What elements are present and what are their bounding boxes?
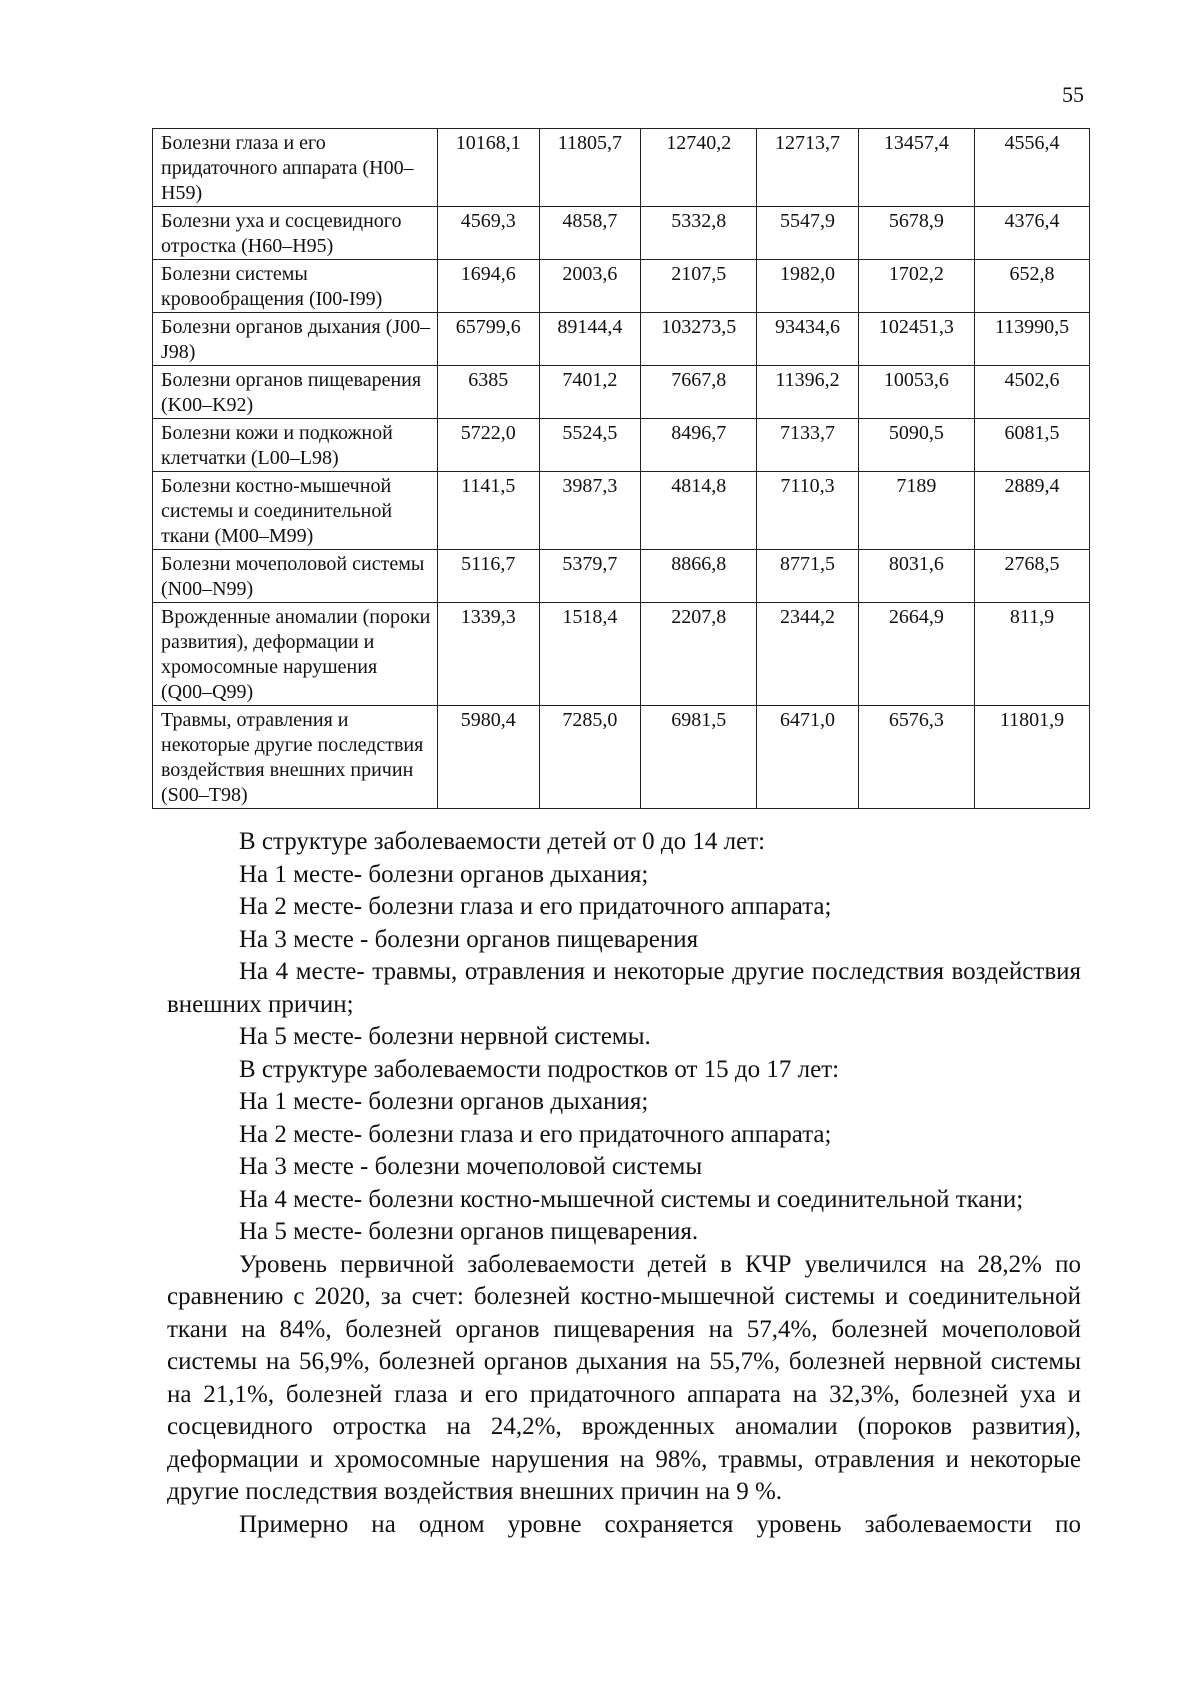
- table-cell: 11396,2: [757, 366, 859, 419]
- table-row: [153, 603, 1090, 706]
- table-cell: 5332,8: [641, 207, 757, 260]
- table-cell: 1982,0: [757, 260, 859, 313]
- table-cell: 10053,6: [858, 366, 974, 419]
- table-cell: 65799,6: [438, 313, 540, 366]
- paragraph: На 1 месте- болезни органов дыхания;: [239, 1088, 649, 1115]
- table-row: [153, 706, 1090, 809]
- table-cell: 4556,4: [974, 129, 1089, 207]
- paragraph: На 4 месте- травмы, отравления и некоторые другие последствия воздействия внешних причин;: [167, 958, 1081, 1018]
- table-cell: 652,8: [974, 260, 1089, 313]
- table-cell: 2003,6: [539, 260, 641, 313]
- table-cell: 5379,7: [539, 550, 641, 603]
- table-cell: 8496,7: [641, 419, 757, 472]
- table-cell: 13457,4: [858, 129, 974, 207]
- body-text: [167, 826, 1081, 1541]
- morbidity-table: [152, 128, 1090, 809]
- table-cell: 10168,1: [438, 129, 540, 207]
- paragraph: Уровень первичной заболеваемости детей в КЧР увеличился на 28,2% по сравнению с 2020, за счет: болезней костно-мышечной системы и соединительной ткани на 84%, болезней органов пищеварения на 57,4%, болезней мочеполовой системы на 56,9%, болезней органов дыхания на 55,7%, болезней нервной системы на 21,1%, болезней глаза и его придаточного аппарата на 32,3%, болезней уха и сосцевидного отростка на 24,2%, врожденных аномалии (пороков развития), деформации и хромосомные нарушения на 98%, травмы, отравления и некоторые другие последствия воздействия внешних причин на 9 %.: [167, 1250, 1081, 1505]
- table-cell: 6576,3: [858, 706, 974, 809]
- table-cell: 2107,5: [641, 260, 757, 313]
- table-cell: 8031,6: [858, 550, 974, 603]
- table-cell: 7189: [858, 472, 974, 550]
- table-cell: 6385: [438, 366, 540, 419]
- table-row: [153, 260, 1090, 313]
- paragraph: На 5 месте- болезни нервной системы.: [239, 1023, 651, 1050]
- table-cell: 6471,0: [757, 706, 859, 809]
- row-label: Травмы, отравления и некоторые другие последствия воздействия внешних причин (S00–T98): [153, 706, 438, 809]
- table-cell: 1141,5: [438, 472, 540, 550]
- table-cell: 4858,7: [539, 207, 641, 260]
- table-cell: 2344,2: [757, 603, 859, 706]
- paragraph: На 2 месте- болезни глаза и его придаточного аппарата;: [239, 1120, 832, 1148]
- paragraph: На 2 месте- болезни глаза и его придаточного аппарата;: [239, 893, 832, 920]
- paragraph: На 3 месте - болезни органов пищеварения: [239, 925, 699, 953]
- table-cell: 4569,3: [438, 207, 540, 260]
- table-cell: 1339,3: [438, 603, 540, 706]
- paragraph: В структуре заболеваемости детей от 0 до 14 лет:: [239, 828, 766, 855]
- table-cell: 11801,9: [974, 706, 1089, 809]
- table-cell: 2207,8: [641, 603, 757, 706]
- table-row: [153, 366, 1090, 419]
- table-cell: 12740,2: [641, 129, 757, 207]
- table-cell: 4814,8: [641, 472, 757, 550]
- table-row: [153, 472, 1090, 550]
- row-label: Болезни органов пищеварения (K00–K92): [153, 366, 438, 419]
- table-cell: 2889,4: [974, 472, 1089, 550]
- table-cell: 7401,2: [539, 366, 641, 419]
- paragraph: На 3 месте - болезни мочеполовой системы: [239, 1153, 703, 1180]
- table-cell: 5980,4: [438, 706, 540, 809]
- row-label: Болезни уха и сосцевидного отростка (H60–H95): [153, 207, 438, 260]
- table-cell: 1702,2: [858, 260, 974, 313]
- row-label: Болезни глаза и его придаточного аппарата (H00–H59): [153, 129, 438, 207]
- row-label: Болезни кожи и подкожной клетчатки (L00–L98): [153, 419, 438, 472]
- table-cell: 93434,6: [757, 313, 859, 366]
- table-row: [153, 129, 1090, 207]
- table-cell: 1694,6: [438, 260, 540, 313]
- table-cell: 5116,7: [438, 550, 540, 603]
- table-cell: 811,9: [974, 603, 1089, 706]
- paragraph: Примерно на одном уровне сохраняется уровень заболеваемости по: [239, 1510, 1081, 1538]
- row-label: Врожденные аномалии (пороки развития), деформации и хромосомные нарушения (Q00–Q99): [153, 603, 438, 706]
- table-cell: 7667,8: [641, 366, 757, 419]
- table-cell: 8771,5: [757, 550, 859, 603]
- table-cell: 5547,9: [757, 207, 859, 260]
- table-cell: 103273,5: [641, 313, 757, 366]
- table-cell: 4502,6: [974, 366, 1089, 419]
- table-cell: 113990,5: [974, 313, 1089, 366]
- table-cell: 7110,3: [757, 472, 859, 550]
- table-cell: 2664,9: [858, 603, 974, 706]
- table-cell: 7285,0: [539, 706, 641, 809]
- table-cell: 5524,5: [539, 419, 641, 472]
- row-label: Болезни системы кровообращения (I00-I99): [153, 260, 438, 313]
- table-cell: 11805,7: [539, 129, 641, 207]
- paragraph: На 1 месте- болезни органов дыхания;: [239, 860, 649, 888]
- paragraph: В структуре заболеваемости подростков от 15 до 17 лет:: [239, 1055, 840, 1083]
- table-cell: 6981,5: [641, 706, 757, 809]
- table-cell: 5678,9: [858, 207, 974, 260]
- table-cell: 5090,5: [858, 419, 974, 472]
- table-cell: 8866,8: [641, 550, 757, 603]
- table-cell: 7133,7: [757, 419, 859, 472]
- table-cell: 12713,7: [757, 129, 859, 207]
- paragraph: На 4 месте- болезни костно-мышечной системы и соединительной ткани;: [239, 1185, 1024, 1213]
- table-cell: 5722,0: [438, 419, 540, 472]
- table-row: [153, 550, 1090, 603]
- table-row: [153, 313, 1090, 366]
- table-row: [153, 207, 1090, 260]
- table-cell: 4376,4: [974, 207, 1089, 260]
- row-label: Болезни органов дыхания (J00–J98): [153, 313, 438, 366]
- row-label: Болезни костно-мышечной системы и соединительной ткани (M00–M99): [153, 472, 438, 550]
- table-row: [153, 419, 1090, 472]
- table-cell: 89144,4: [539, 313, 641, 366]
- row-label: Болезни мочеполовой системы (N00–N99): [153, 550, 438, 603]
- table-cell: 102451,3: [858, 313, 974, 366]
- table-cell: 2768,5: [974, 550, 1089, 603]
- table-cell: 1518,4: [539, 603, 641, 706]
- paragraph: На 5 месте- болезни органов пищеварения.: [239, 1218, 699, 1245]
- page-number: 55: [1062, 82, 1084, 107]
- table-cell: 3987,3: [539, 472, 641, 550]
- table-cell: 6081,5: [974, 419, 1089, 472]
